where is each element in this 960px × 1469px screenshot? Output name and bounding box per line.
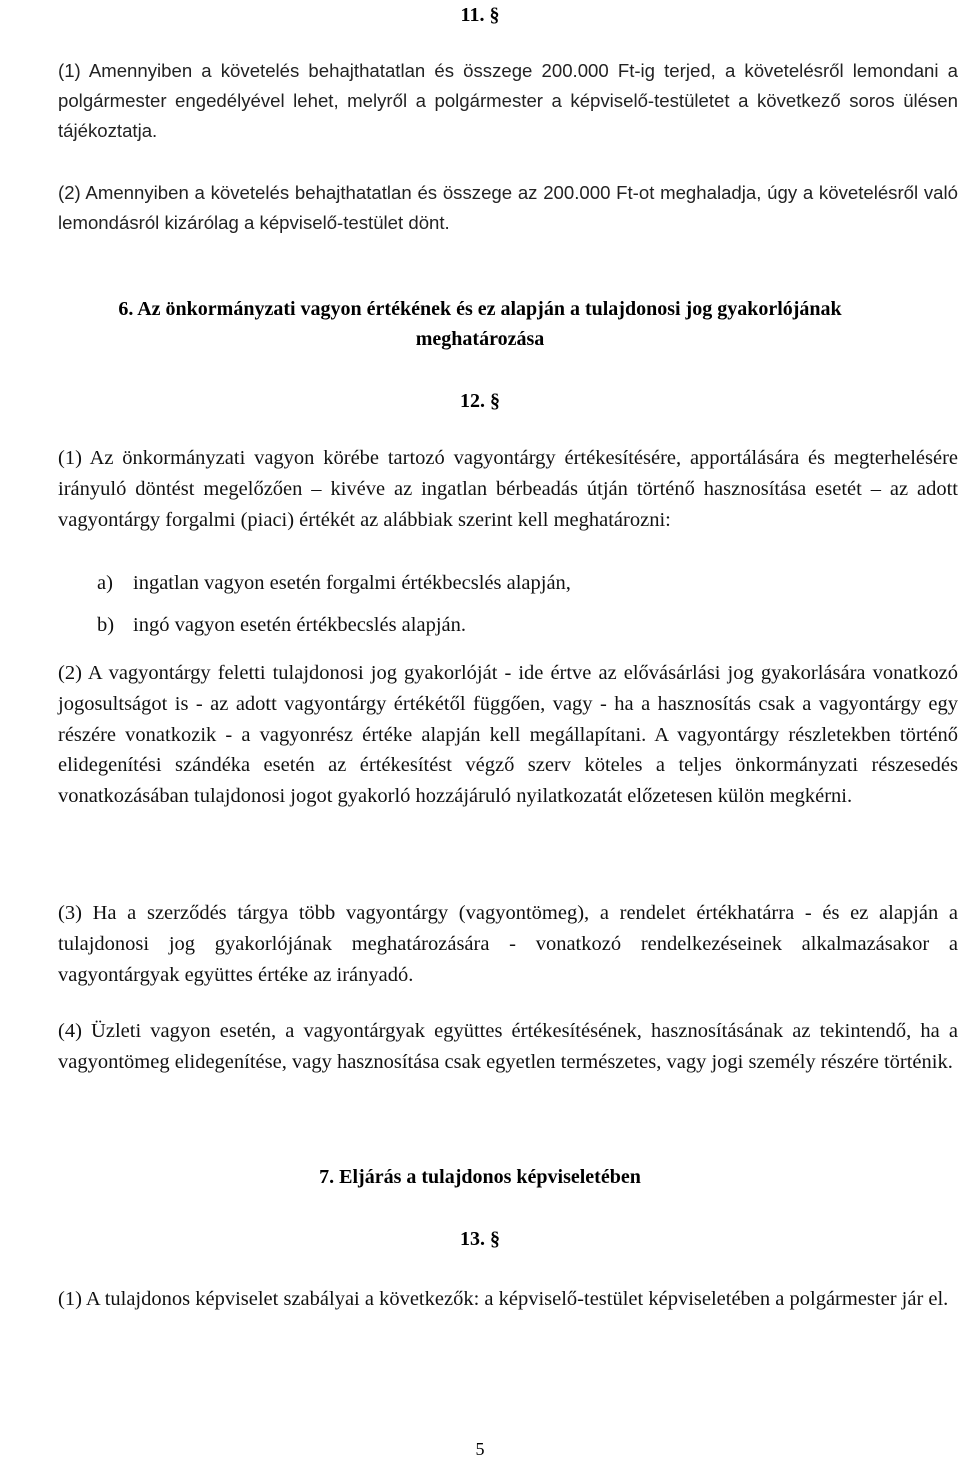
list-item-a	[97, 568, 897, 598]
section-12-paragraph-1: (1) Az önkormányzati vagyon körébe tartozó vagyontárgy értékesítésére, apportálására és megterhelésére irányuló döntést megelőzően – kivéve az ingatlan bérbeadás útján történő hasznosítása esetét – az adott vagyontárgy forgalmi (piaci) értékét az alábbiak szerint kell meghatározni:	[58, 447, 958, 531]
section-11-paragraph-1: (1) Amennyiben a követelés behajthatatlan és összege 200.000 Ft-ig terjed, a követelésről lemondani a polgármester engedélyével lehet, melyről a polgármester a képviselő-testületet a következő soros ülésen tájékoztatja.	[58, 60, 958, 141]
section-12-paragraph-2: (2) A vagyontárgy feletti tulajdonosi jog gyakorlóját - ide értve az elővásárlási jog gyakorlására vonatkozó jogosultságot is - az adott vagyontárgy értékétől függően, vagy - ha a hasznosítás csak a vagyontárgy egy részére vonatkozik - a vagyonrész értéke alapján kell megállapítani. A vagyontárgy részletekben történő elidegenítési szándéka esetén az értékesítést végző szerv köteles a teljes önkormányzati részesedés vonatkozásában tulajdonosi jogot gyakorló hozzájáruló nyilatkozatát előzetesen külön megkérni.	[58, 662, 958, 808]
section-12-paragraph-3: (3) Ha a szerződés tárgya több vagyontárgy (vagyontömeg), a rendelet értékhatárra - és ez alapján a tulajdonosi jog gyakorlójának meghatározására - vonatkozó rendelkezéseinek alkalmazásakor a vagyontárgyak együttes értéke az irányadó.	[58, 902, 958, 986]
chapter-7-heading: 7. Eljárás a tulajdonos képviseletében	[319, 1166, 641, 1188]
page-number: 5	[475, 1439, 485, 1459]
chapter-6-heading: 6. Az önkormányzati vagyon értékének és ez alapján a tulajdonosi jog gyakorlójának meghatározása	[118, 298, 842, 350]
section-12-paragraph-4: (4) Üzleti vagyon esetén, a vagyontárgyak együttes értékesítésének, hasznosításának az tekintendő, ha a vagyontömeg elidegenítése, vagy hasznosítása csak egyetlen természetes, vagy jogi személy részére történik.	[58, 1020, 958, 1073]
section-13-title: 13. §	[460, 1228, 500, 1250]
list-marker: b)	[97, 614, 115, 636]
section-13-paragraph-1: (1) A tulajdonos képviselet szabályai a következők: a képviselő-testület képviseletében a polgármester jár el.	[58, 1288, 949, 1310]
section-11-paragraph-2: (2) Amennyiben a követelés behajthatatlan és összege az 200.000 Ft-ot meghaladja, úgy a követelésről való lemondásról kizárólag a képviselő-testület dönt.	[58, 182, 958, 233]
list-marker: a)	[97, 572, 113, 594]
section-12-title: 12. §	[460, 390, 500, 412]
list-item-text: ingó vagyon esetén értékbecslés alapján.	[133, 614, 466, 636]
section-11-title: 11. §	[460, 4, 500, 26]
list-item-text: ingatlan vagyon esetén forgalmi értékbecslés alapján,	[133, 572, 571, 594]
list-item-b	[97, 610, 897, 640]
